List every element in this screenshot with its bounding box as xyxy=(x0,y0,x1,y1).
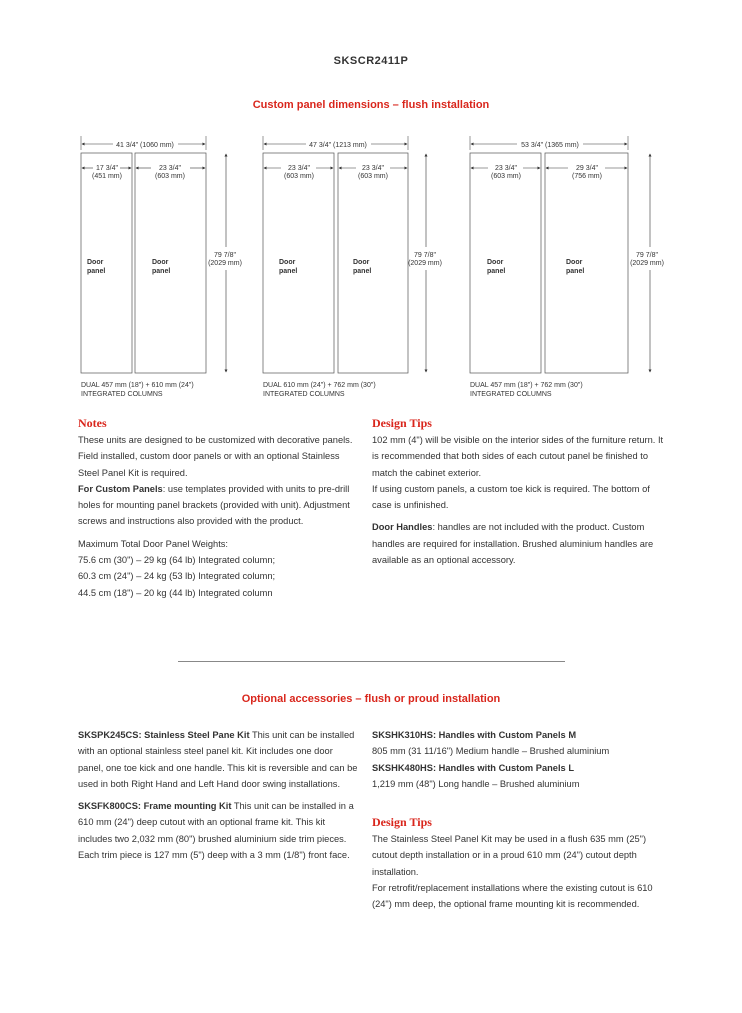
handle-l-title: SKSHK480HS: Handles with Custom Panels L xyxy=(372,762,574,773)
notes-body xyxy=(78,432,363,601)
diagram-1-overall-width: 41 3/4" (1060 mm) xyxy=(116,142,174,149)
diagram-1-caption: DUAL 457 mm (18") + 610 mm (24") xyxy=(81,382,194,389)
diagram-2-overall-width: 47 3/4" (1213 mm) xyxy=(309,142,367,149)
svg-text:INTEGRATED COLUMNS: INTEGRATED COLUMNS xyxy=(263,391,345,398)
notes-paragraph-1: These units are designed to be customized with decorative panels. Field installed, custom door panels or with an optional Stainless Steel Panel Kit is required. xyxy=(78,435,353,478)
svg-text:(451 mm): (451 mm) xyxy=(92,173,122,180)
svg-text:(603 mm): (603 mm) xyxy=(358,173,388,180)
notes-heading: Notes xyxy=(78,416,107,430)
svg-text:INTEGRATED COLUMNS: INTEGRATED COLUMNS xyxy=(81,391,163,398)
svg-text:panel: panel xyxy=(152,268,171,275)
svg-text:panel: panel xyxy=(87,268,106,275)
weight-item: 75.6 cm (30") – 29 kg (64 lb) Integrated column; xyxy=(78,555,276,566)
design-tips-2-body xyxy=(372,831,670,912)
diagram-2-left-panel xyxy=(263,153,334,373)
svg-text:(2029 mm): (2029 mm) xyxy=(408,260,442,267)
panel-dimension-diagrams xyxy=(0,0,742,400)
svg-text:panel: panel xyxy=(487,268,506,275)
handle-l-text: 1,219 mm (48") Long handle – Brushed aluminium xyxy=(372,778,580,789)
svg-text:(2029 mm): (2029 mm) xyxy=(630,260,664,267)
diagram-3-overall-width: 53 3/4" (1365 mm) xyxy=(521,142,579,149)
diagram-2-right-width: 23 3/4" xyxy=(362,165,384,172)
accessories-right xyxy=(372,727,670,792)
handle-m-text: 805 mm (31 11/16") Medium handle – Brushed aluminium xyxy=(372,746,610,757)
diagram-1 xyxy=(81,136,242,398)
svg-text:(756 mm): (756 mm) xyxy=(572,173,602,180)
svg-text:(2029 mm): (2029 mm) xyxy=(208,260,242,267)
diagram-2-caption: DUAL 610 mm (24") + 762 mm (30") xyxy=(263,382,376,389)
design-tips-paragraph-1: 102 mm (4") will be visible on the interior sides of the furniture return. It is recommended that both sides of each cutout panel be finished to match the cabinet exterior. xyxy=(372,435,664,478)
diagram-3 xyxy=(470,136,664,398)
diagram-3-right-width: 29 3/4" xyxy=(576,165,598,172)
diagram-2-right-label: Door xyxy=(353,259,370,266)
svg-text:INTEGRATED COLUMNS: INTEGRATED COLUMNS xyxy=(470,391,552,398)
diagram-3-right-panel xyxy=(545,153,628,373)
diagram-2-left-label: Door xyxy=(279,259,296,266)
diagram-3-caption: DUAL 457 mm (18") + 762 mm (30") xyxy=(470,382,583,389)
diagram-1-right-panel xyxy=(135,153,206,373)
diagram-3-left-label: Door xyxy=(487,259,504,266)
frame-kit-description: SKSFK800CS: Frame mounting Kit This unit can be installed in a 610 mm (24") deep cutout with an optional frame kit. This kit includes two 2,032 mm (80") brushed aluminium side trim pieces. xyxy=(78,801,354,844)
notes-paragraph-2: For Custom Panels: use templates provided with units to pre-drill holes for mounting panel brackets (provided with unit). Adjustment screws and instructions also provided with the product. xyxy=(78,483,350,527)
diagram-3-left-width: 23 3/4" xyxy=(495,165,517,172)
diagram-3-right-label: Door xyxy=(566,259,583,266)
diagram-1-right-width: 23 3/4" xyxy=(159,165,181,172)
handle-m-title: SKSHK310HS: Handles with Custom Panels M xyxy=(372,730,577,740)
svg-text:(603 mm): (603 mm) xyxy=(155,173,185,180)
svg-text:panel: panel xyxy=(566,268,585,275)
diagram-2-height: 79 7/8" xyxy=(414,252,436,259)
diagram-1-right-label: Door xyxy=(152,259,169,266)
diagram-1-left-label: Door xyxy=(87,259,104,266)
weight-item: 60.3 cm (24") – 24 kg (53 lb) Integrated column; xyxy=(78,571,276,582)
design-tips-heading: Design Tips xyxy=(372,416,432,430)
frame-kit-extra: Each trim piece is 127 mm (5") deep with a 3 mm (1/8") front face. xyxy=(78,850,350,861)
diagram-2-right-panel xyxy=(338,153,408,373)
diagram-1-height: 79 7/8" xyxy=(214,252,236,259)
dimensions-section-title: Custom panel dimensions – flush installation xyxy=(252,99,490,111)
section-divider xyxy=(178,661,565,662)
accessories-section-title: Optional accessories – flush or proud installation xyxy=(241,693,501,705)
accessories-left xyxy=(78,727,358,863)
design-tips-paragraph-2: If using custom panels, a custom toe kick is required. The bottom of case is unfinished. xyxy=(372,483,650,511)
door-handles-paragraph: Door Handles: handles are not included with the product. Custom handles are required for installation. Brushed aluminium handles are available as an optional accessory. xyxy=(372,522,654,566)
diagram-3-left-panel xyxy=(470,153,541,373)
svg-text:panel: panel xyxy=(353,268,372,275)
diagram-2-left-width: 23 3/4" xyxy=(288,165,310,172)
svg-text:(603 mm): (603 mm) xyxy=(491,173,521,180)
svg-text:panel: panel xyxy=(279,268,298,275)
diagram-2 xyxy=(263,136,442,398)
design-tips-2-paragraph-2: For retrofit/replacement installations where the existing cutout is 610 (24") mm deep, the optional frame mounting kit is recommended. xyxy=(372,882,653,910)
weight-item: 44.5 cm (18") – 20 kg (44 lb) Integrated column xyxy=(78,587,273,598)
diagram-1-left-width: 17 3/4" xyxy=(96,165,118,172)
design-tips-body xyxy=(372,432,670,568)
model-number: SKSCR2411P xyxy=(333,55,409,67)
weights-title: Maximum Total Door Panel Weights: xyxy=(78,538,229,549)
diagram-3-height: 79 7/8" xyxy=(636,252,658,259)
design-tips-2-paragraph-1: The Stainless Steel Panel Kit may be used in a flush 635 mm (25") cutout depth installation or in a proud 610 mm (24") cutout depth installation. xyxy=(372,834,647,877)
panel-kit-description: SKSPK245CS: Stainless Steel Pane Kit This unit can be installed with an optional stainless steel panel kit. Kit includes one door panel, one toe kick and one handle. This kit is reversible and can be used in both Right Hand and Left Hand door swing installations. xyxy=(78,730,358,789)
design-tips-2-heading: Design Tips xyxy=(372,815,432,829)
svg-text:(603 mm): (603 mm) xyxy=(284,173,314,180)
